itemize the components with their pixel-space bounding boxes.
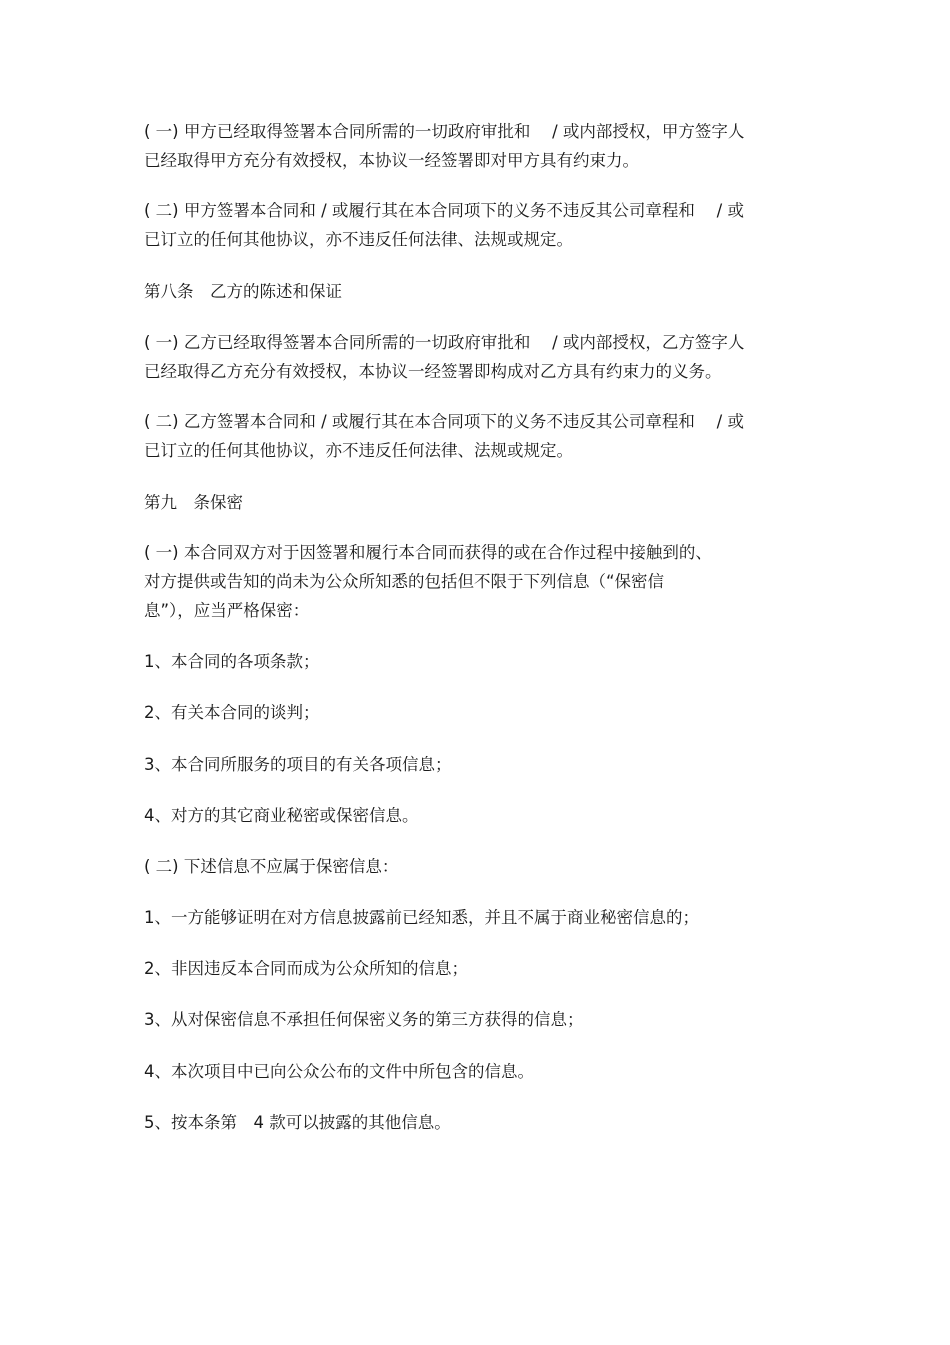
list-item	[144, 1057, 824, 1086]
clause-7-item-1	[144, 117, 824, 175]
text-line: ( 一) 甲方已经取得签署本合同所需的一切政府审批和 / 或内部授权，甲方签字人	[144, 122, 745, 141]
section-heading: 第九 条保密	[144, 493, 243, 512]
list-item	[144, 750, 824, 779]
text-line: 2、非因违反本合同而成为公众所知的信息；	[144, 959, 468, 978]
clause-8-item-1	[144, 328, 824, 386]
text-line: 3、本合同所服务的项目的有关各项信息；	[144, 755, 452, 774]
list-item	[144, 954, 824, 983]
text-line: 已订立的任何其他协议，亦不违反任何法律、法规或规定。	[144, 441, 573, 460]
text-line: 2、有关本合同的谈判；	[144, 703, 320, 722]
list-item	[144, 647, 824, 676]
text-line: 3、从对保密信息不承担任何保密义务的第三方获得的信息；	[144, 1010, 584, 1029]
text-line: 已经取得甲方充分有效授权，本协议一经签署即对甲方具有约束力。	[144, 151, 639, 170]
list-item	[144, 698, 824, 727]
article-8-heading	[144, 277, 824, 306]
text-line: ( 二) 甲方签署本合同和 / 或履行其在本合同项下的义务不违反其公司章程和 / 或	[144, 201, 744, 220]
text-line: 息”），应当严格保密：	[144, 601, 310, 620]
section-heading: 第八条 乙方的陈述和保证	[144, 282, 342, 301]
list-item	[144, 1108, 824, 1137]
text-line: ( 二) 乙方签署本合同和 / 或履行其在本合同项下的义务不违反其公司章程和 / 或	[144, 412, 744, 431]
text-line: 已订立的任何其他协议，亦不违反任何法律、法规或规定。	[144, 230, 573, 249]
text-line: ( 一) 乙方已经取得签署本合同所需的一切政府审批和 / 或内部授权，乙方签字人	[144, 333, 745, 352]
text-line: 5、按本条第 4 款可以披露的其他信息。	[144, 1113, 451, 1132]
text-line: 1、一方能够证明在对方信息披露前已经知悉，并且不属于商业秘密信息的；	[144, 908, 699, 927]
text-line: 4、对方的其它商业秘密或保密信息。	[144, 806, 419, 825]
clause-9-item-1	[144, 538, 824, 625]
article-9-heading	[144, 488, 824, 517]
list-item	[144, 1005, 824, 1034]
text-line: ( 一) 本合同双方对于因签署和履行本合同而获得的或在合作过程中接触到的、	[144, 543, 712, 562]
clause-8-item-2	[144, 407, 824, 465]
text-line: 已经取得乙方充分有效授权，本协议一经签署即构成对乙方具有约束力的义务。	[144, 362, 722, 381]
text-line: 对方提供或告知的尚未为公众所知悉的包括但不限于下列信息（“保密信	[144, 572, 665, 591]
text-line: 4、本次项目中已向公众公布的文件中所包含的信息。	[144, 1062, 534, 1081]
text-line: 1、本合同的各项条款；	[144, 652, 320, 671]
clause-7-item-2	[144, 196, 824, 254]
text-line: ( 二) 下述信息不应属于保密信息：	[144, 857, 399, 876]
list-item	[144, 801, 824, 830]
list-item	[144, 903, 824, 932]
clause-9-item-2	[144, 852, 824, 881]
